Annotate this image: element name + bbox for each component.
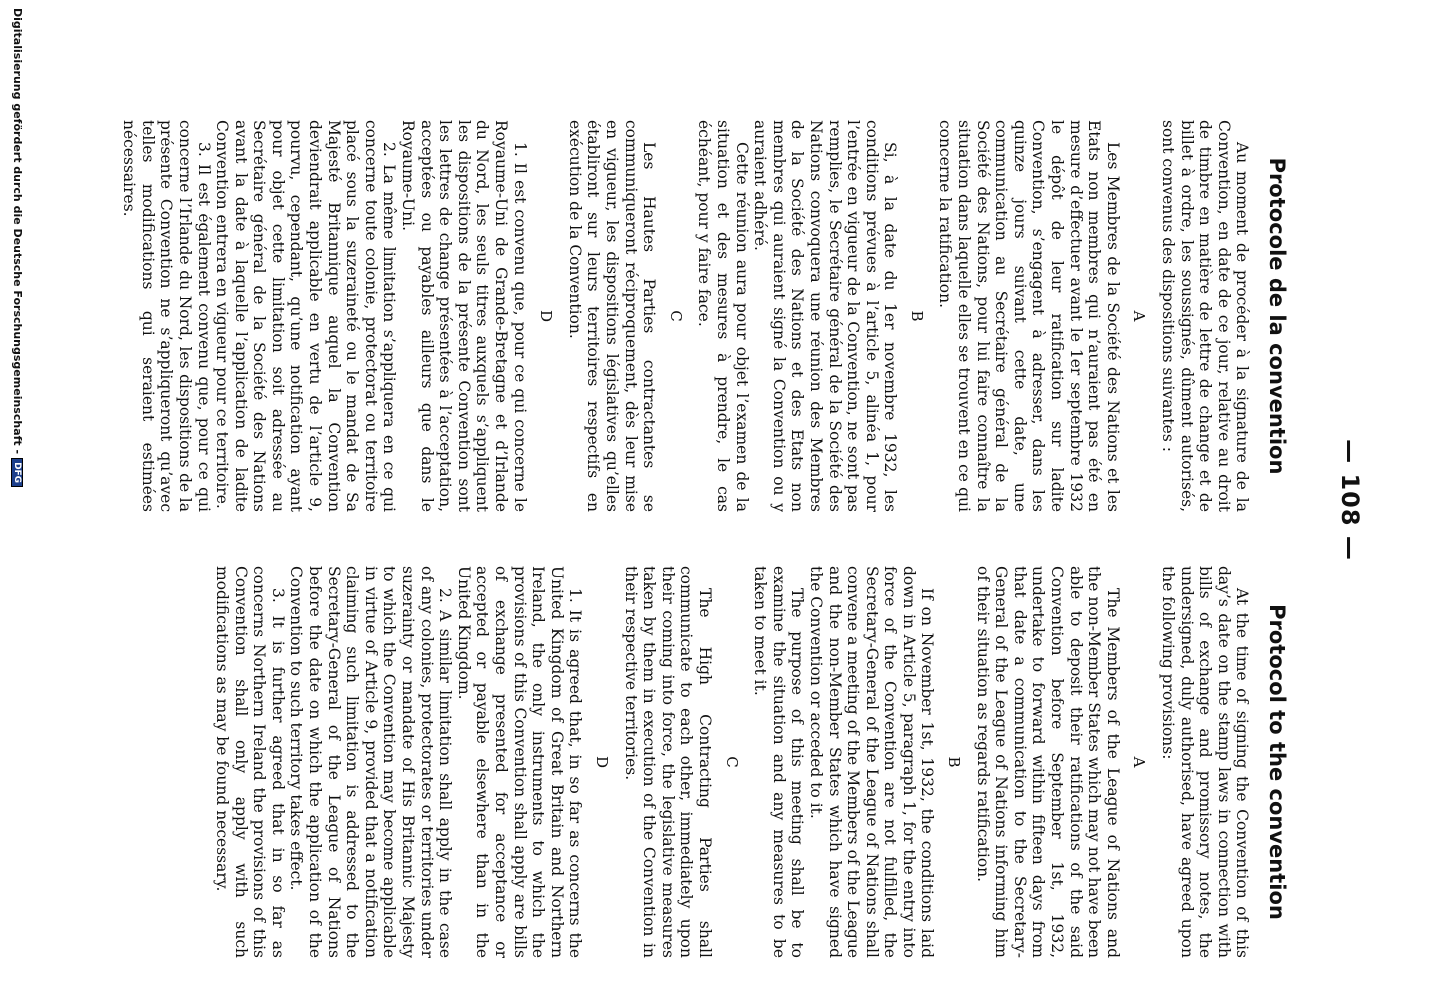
french-section-a: Les Membres de la Société des Nations et les Etats non membres qui n’auraient pas été en mesure d’effectuer avant le 1er septembre 1932 le dépôt de leur ratification sur ladite Convention, s’engagent à adresser, dans les quinze jours suivant cette date, une communication au Secrétaire général de la Société des Nations, pour lui faire connaître la situation dans laquelle elles se trouvent en ce qui concerne la ratification. bbox=[936, 120, 1122, 512]
french-column bbox=[120, 120, 1289, 512]
french-section-d-p1: 1. Il est convenu que, pour ce qui concerne le Royaume-Uni de Grande-Bretagne et d’Irlande du Nord, les seuls titres auxquels s’appliquent les dispositions de la présente Convention sont les lettres de change présentées à l’acceptation, acceptées ou payables ailleurs que dans le Royaume-Uni. bbox=[399, 120, 529, 512]
english-section-d-p3: 3. It is further agreed that in so far as concerns Northern Ireland the provisions of this Convention shall only apply with such modifications as may be found necessary. bbox=[213, 566, 287, 958]
english-title: Protocol to the convention bbox=[1265, 604, 1289, 920]
english-heading-a: A bbox=[1130, 756, 1149, 768]
french-heading-a: A bbox=[1130, 310, 1149, 322]
french-section-b-p1: Si, à la date du 1er novembre 1932, les conditions prévues à l’article 5, alinéa 1, pour l’entrée en vigueur de la Convention, ne sont pas remplies, le Secrétaire général de la Société des Nations convoquera une réunion des Membres de la Société des Nations et des Etats non membres qui auraient signé la Convention ou y auraient adhéré. bbox=[751, 120, 900, 512]
english-section-c: The High Contracting Parties shall communicate to each other, immediately upon their coming into force, the legislative measures taken by them in execution of the Convention in their respective territories. bbox=[621, 566, 714, 958]
credit-text: Digitalisierung gefördert durch die Deutsche Forschungsgemeinschaft - bbox=[11, 8, 24, 455]
english-heading-c: C bbox=[722, 756, 741, 768]
english-section-b-p1: If on November 1st, 1932, the conditions laid down in Article 5, paragraph 1, for the entry into force of the Convention are not fulfilled, the Secretary-General of the League of Nations shall convene a meeting of the Members of the League and the non-Member States which have signed the Convention or acceded to it. bbox=[806, 566, 937, 958]
english-section-d-p1: 1. It is agreed that, in so far as concerns the United Kingdom of Great Britain and Northern Ireland, the only instruments to which the provisions of this Convention shall apply are bills of exchange presented for acceptance or accepted or payable elsewhere than in the United Kingdom. bbox=[454, 566, 585, 958]
english-intro: At the time of signing the Convention of this day’s date on the stamp laws in connection with bills of exchange and promissory notes, the undersigned, duly authorised, have agreed upon the following provisions: bbox=[1159, 566, 1252, 958]
french-heading-d: D bbox=[537, 309, 556, 323]
english-heading-b: B bbox=[945, 756, 964, 768]
page-number: — 108 — bbox=[1336, 439, 1364, 561]
english-column bbox=[213, 566, 1289, 958]
french-section-d-p2: 2. La même limitation s’appliquera en ce qui concerne toute colonie, protectorat ou territoire placé sous la suzeraineté ou le mandat de Sa Majesté Britannique auquel la Convention deviendrait applicable en vertu de l’article 9, pourvu, cependant, qu’une notification ayant pour objet cette limitation soit adressée au Secrétaire général de la Société des Nations avant la date à laquelle l’application de ladite Convention entrera en vigueur pour ce territoire. bbox=[213, 120, 399, 512]
english-section-a: The Members of the League of Nations and the non-Member States which may not have been able to deposit their ratifications of the said Convention before September 1st, 1932, undertake to forward within fifteen days from that date a communication to the Secretary-General of the League of Nations informing him of their situation as regards ratification. bbox=[973, 566, 1122, 958]
french-section-d-p3: 3. Il est également convenu que, pour ce qui concerne l’Irlande du Nord, les dispositions de la présente Convention ne s’appliqueront qu’avec telles modifications qui seraient estimées nécessaires. bbox=[120, 120, 213, 512]
english-heading-d: D bbox=[593, 755, 611, 769]
french-section-c: Les Hautes Parties contractantes se communiqueront réciproquement, dès leur mise en vigueur, les dispositions législatives qu’elles établiront sur leurs territoires respectifs en exécution de la Convention. bbox=[565, 120, 659, 512]
dfg-logo: DFG bbox=[11, 458, 23, 487]
english-section-b-p2: The purpose of this meeting shall be to examine the situation and any measures to be taken to meet it. bbox=[751, 566, 807, 958]
english-section-d-p2: 2. A similar limitation shall apply in the case of any colonies, protectorates or territories under suzerainty or mandate of His Britannic Majesty to which the Convention may become applicable in virtue of Article 9, provided that a notification claiming such limitation is addressed to the Secretary-General of the League of Nations before the date on which the application of the Convention to such territory takes effect. bbox=[287, 566, 455, 958]
french-intro: Au moment de procéder à la signature de la Convention, en date de ce jour, relative au droit de timbre en matière de lettre de change et de billet à ordre, les soussignés, dûment autorisés, sont convenus des dispositions suivantes : bbox=[1159, 120, 1252, 512]
digitization-credit bbox=[11, 8, 24, 487]
french-heading-b: B bbox=[907, 310, 926, 322]
french-title: Protocole de la convention bbox=[1265, 157, 1289, 475]
french-heading-c: C bbox=[666, 310, 685, 322]
french-section-b-p2: Cette réunion aura pour objet l’examen de la situation et des mesures à prendre, le cas échéant, pour y faire face. bbox=[695, 120, 751, 512]
